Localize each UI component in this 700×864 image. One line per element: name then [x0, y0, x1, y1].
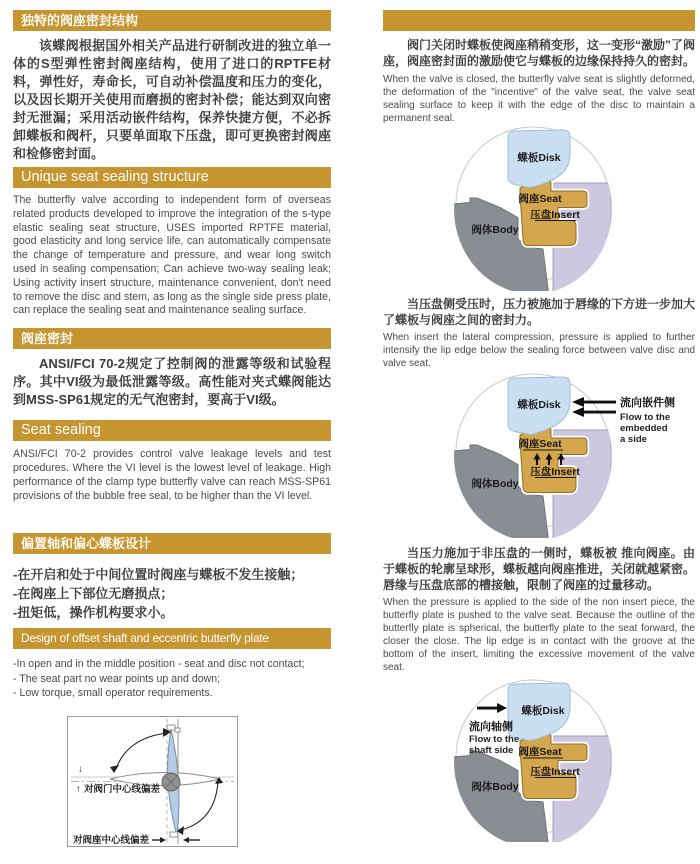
insert-side-pressure-paragraph-en: When insert the lateral compression, pressure is applied to further intensify the lip edge below the sealing force between valve disc and valve seat.	[383, 332, 695, 369]
left-column	[13, 10, 331, 847]
flow-arrow	[582, 411, 616, 414]
offset-shaft-diagram	[67, 716, 238, 847]
section-title-unique-seat-zh: 独特的阀座密封结构	[13, 10, 331, 31]
closed-seal-paragraph-zh: 阀门关闭时蝶板使阀座稍稍变形，这一变形“激励”了阀座，阀座密封面的激励使它与蝶板的边缘保持持久的密封。	[383, 38, 696, 68]
insert-label: 压盘Insert	[530, 209, 580, 221]
seat-label: 阀座Seat	[518, 193, 562, 205]
insert-label: 压盘Insert	[530, 766, 580, 778]
seat-centerline-label: 对阀座中心线偏差	[73, 834, 150, 846]
valve-cross-section-diagram-1	[383, 125, 693, 291]
right-header-bar	[383, 10, 695, 31]
valve-cross-section-diagram-2	[383, 372, 693, 538]
list-item: -在开启和处于中间位置时阀座与蝶板不发生接触；	[13, 567, 304, 583]
flow-shaft-side-label-zh: 流向轴侧	[469, 721, 513, 733]
list-item: - Low torque, small operator requirements.	[13, 687, 213, 700]
body-label: 阀体Body	[471, 478, 519, 490]
list-item: -扭矩低，操作机构要求小。	[13, 605, 174, 621]
flow-arrow	[477, 707, 499, 710]
flow-shaft-side-label-en: Flow to the	[469, 734, 520, 745]
stem-clevis-top2	[175, 728, 180, 732]
list-item: -在阀座上下部位无磨损点；	[13, 586, 174, 602]
offset-design-list-en	[13, 657, 331, 701]
valve-cross-section-diagram-3	[383, 678, 693, 842]
unique-seat-paragraph-zh: 该蝶阀根据国外相关产品进行研制改进的独立单一体的S型弹性密封阀座结构，使用了进口的RPTFE材料，弹性好，寿命长，可自动补偿温度和压力的变化，以及因长期开关使用而磨损的密封补偿；能达到双向密封无泄漏；采用活动嵌件结构，保养快捷方便，不必拆卸蝶板和阀杆，只要单面取下压盘，即可更换密封阀座和检修密封面。	[13, 38, 331, 161]
section-title-unique-seat-en: Unique seat sealing structure	[13, 167, 331, 188]
seat-label: 阀座Seat	[518, 746, 562, 758]
insert-side-pressure-paragraph-zh: 当压盘侧受压时，压力被施加于唇缘的下方进一步加大了蝶板与阀座之间的密封力。	[383, 297, 696, 327]
non-insert-side-paragraph-en: When the pressure is applied to the side of the non insert piece, the butterfly plate is pushed to the valve seat. Because the outline of the butterfly plate is spherical, the butterfly plate to the seat forward, the closer the close. The lip edge is in contact with the groove at the bottom of the insert, limiting the excessive movement of the valve seat.	[383, 597, 695, 673]
seat-sealing-paragraph-zh: ANSI/FCI 70-2规定了控制阀的泄露等级和试验程序。其中VI级为最低泄露等级。高性能对夹式蝶阀能达到MSS-SP61规定的无气泡密封，要高于VI级。	[13, 356, 331, 408]
section-title-seat-sealing-en: Seat sealing	[13, 420, 331, 441]
stem-clevis-top	[167, 725, 175, 730]
stem-clevis-bottom	[170, 832, 178, 837]
section-title-offset-design-zh: 偏置轴和偏心蝶板设计	[13, 533, 331, 554]
closed-seal-paragraph-en: When the valve is closed, the butterfly valve seat is slightly deformed, the deformation of the "incentive" of the valve seat, the valve seat sealing surface to keep it with the edge of the disc to maintain a permanent seal.	[383, 74, 695, 124]
offset-down-arrow: ↓	[78, 763, 83, 775]
insert-label: 压盘Insert	[530, 466, 580, 478]
flow-insert-side-label-en: embedded	[620, 423, 668, 434]
valve-centerline-label: 对阀门中心线偏差	[84, 783, 161, 795]
seat-label: 阀座Seat	[518, 438, 562, 450]
flow-arrow	[582, 401, 616, 404]
flow-shaft-side-label-en: shaft side	[469, 745, 514, 756]
section-title-seat-sealing-zh: 阀座密封	[13, 328, 331, 349]
disk-label: 蝶板Disk	[517, 152, 561, 164]
flow-insert-side-label-zh: 流向嵌件侧	[620, 397, 675, 409]
section-title-offset-design-en: Design of offset shaft and eccentric butterfly plate	[13, 628, 331, 649]
non-insert-side-paragraph-zh: 当压力施加于非压盘的一侧时，蝶板被 推向阀座。由于蝶板的轮廓呈球形，蝶板越向阀座推进，关闭就越紧密。唇缘与压盘底部的槽接触，限制了阀座的过量移动。	[383, 546, 696, 592]
offset-design-list-zh	[13, 565, 331, 622]
seat-sealing-paragraph-en: ANSI/FCI 70-2 provides control valve leakage levels and test procedures. Where the VI level is the lowest level of leakage. High performance of the clamp type butterfly valve can reach MSS-SP61 provisions of the bubble free seal, to be higher than the VI level.	[13, 448, 331, 502]
list-item: - The seat part no wear points up and down;	[13, 672, 221, 685]
body-label: 阀体Body	[471, 224, 519, 236]
offset-up-arrow: ↑	[76, 783, 81, 795]
body-label: 阀体Body	[471, 781, 519, 793]
right-column	[383, 10, 695, 847]
disk-label: 蝶板Disk	[521, 705, 565, 717]
unique-seat-paragraph-en: The butterfly valve according to independent form of overseas related products developed to improve the integration of the s-type elastic sealing seat structure, USES imported RPTFE material, good elasticity and long service life, can automatically compensate the change of temperature and pressure, and wear long switch used in sealing compensation; Can achieve two-way sealing leak; Using activity insert structure, maintenance convenient, don't need to remove the disc and stem, as long as the single side press plate, can replace the sealing seat and maintenance sealing surface.	[13, 194, 331, 317]
flow-insert-side-label-en: Flow to the	[620, 412, 671, 423]
flow-insert-side-label-en: a side	[620, 434, 647, 445]
list-item: -In open and in the middle position - seat and disc not contact;	[13, 658, 305, 671]
disk-label: 蝶板Disk	[517, 399, 561, 411]
